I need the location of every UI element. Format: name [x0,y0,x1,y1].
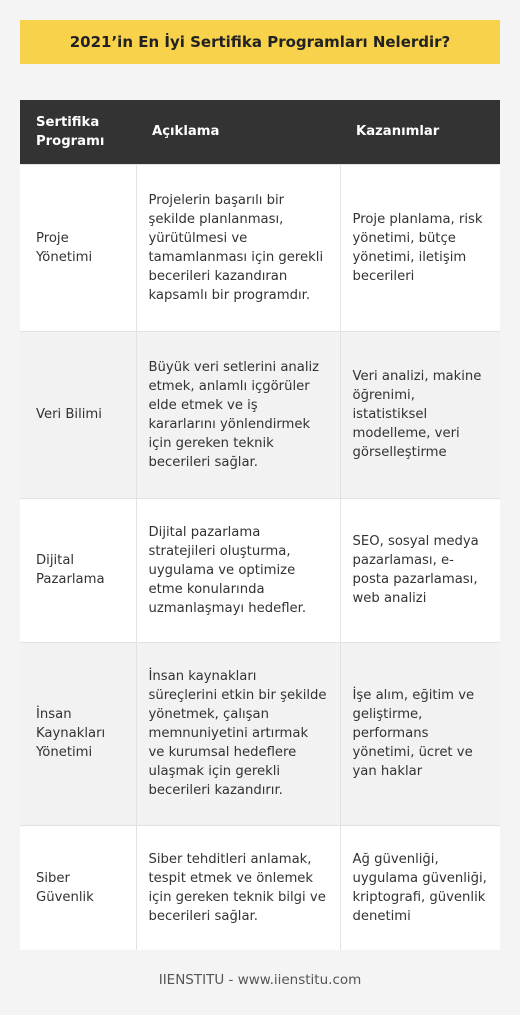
table-row [20,498,500,642]
page-title: 2021’in En İyi Sertifika Programları Nelerdir? [69,33,451,51]
table-row [20,825,500,950]
title-banner [20,20,500,64]
cell-program: Veri Bilimi [20,331,136,498]
header-description: Açıklama [136,100,340,164]
cell-gains: İşe alım, eğitim ve geliştirme, performans yönetimi, ücret ve yan haklar [340,642,500,825]
table-row [20,164,500,331]
cell-program: İnsan Kaynakları Yönetimi [20,642,136,825]
cell-gains: SEO, sosyal medya pazarlaması, e-posta pazarlaması, web analizi [340,498,500,642]
cell-program: Siber Güvenlik [20,825,136,950]
cell-description: Dijital pazarlama stratejileri oluşturma, uygulama ve optimize etme konularında uzmanlaşmayı hedefler. [136,498,340,642]
cell-gains: Veri analizi, makine öğrenimi, istatistiksel modelleme, veri görselleştirme [340,331,500,498]
certificate-table [20,100,500,950]
header-gains: Kazanımlar [340,100,500,164]
cell-description: Projelerin başarılı bir şekilde planlanması, yürütülmesi ve tamamlanması için gerekli becerileri kazandıran kapsamlı bir programdır. [136,164,340,331]
cell-description: İnsan kaynakları süreçlerini etkin bir şekilde yönetmek, çalışan memnuniyetini artırmak ve kurumsal hedeflere ulaşmak için gerekli becerileri kazandırır. [136,642,340,825]
header-program: Sertifika Programı [20,100,136,164]
table-row [20,642,500,825]
table-header-row [20,100,500,164]
cell-gains: Proje planlama, risk yönetimi, bütçe yönetimi, iletişim becerileri [340,164,500,331]
cell-gains: Ağ güvenliği, uygulama güvenliği, kriptografi, güvenlik denetimi [340,825,500,950]
table-row [20,331,500,498]
cell-program: Proje Yönetimi [20,164,136,331]
cell-description: Büyük veri setlerini analiz etmek, anlamlı içgörüler elde etmek ve iş kararlarını yönlendirmek için gereken teknik becerileri sağlar. [136,331,340,498]
cell-program: Dijital Pazarlama [20,498,136,642]
cell-description: Siber tehditleri anlamak, tespit etmek ve önlemek için gereken teknik bilgi ve becerileri sağlar. [136,825,340,950]
footer-credit: IIENSTITU - www.iienstitu.com [158,972,362,988]
